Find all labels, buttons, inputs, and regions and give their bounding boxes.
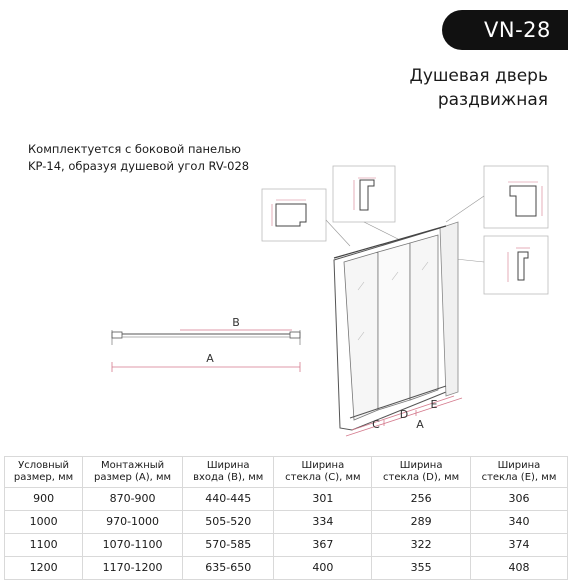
table-cell: 1170-1200	[83, 557, 183, 580]
table-header-cell: Условный размер, мм	[5, 457, 83, 488]
table-cell: 367	[274, 534, 372, 557]
table-cell: 301	[274, 488, 372, 511]
dim-b-label: B	[232, 316, 240, 329]
table-row	[5, 488, 568, 511]
table-cell: 1000	[5, 511, 83, 534]
table-cell: 322	[372, 534, 471, 557]
profile-detail-4	[484, 236, 548, 294]
dim-d-label: D	[399, 408, 409, 421]
table-row	[5, 511, 568, 534]
table-cell: 870-900	[83, 488, 183, 511]
table-cell: 289	[372, 511, 471, 534]
table-cell: 374	[470, 534, 567, 557]
front-view-door	[334, 222, 458, 430]
table-cell: 900	[5, 488, 83, 511]
product-title-line-2: раздвижная	[437, 90, 548, 110]
dim-a-front-label: A	[416, 418, 424, 431]
model-code: VN-28	[484, 18, 551, 42]
profile-detail-3	[484, 166, 548, 228]
table-cell: 505-520	[182, 511, 274, 534]
table-cell: 570-585	[182, 534, 274, 557]
table-row	[5, 534, 568, 557]
kit-note-line-1: Комплектуется с боковой панелью	[28, 142, 241, 156]
table-cell: 256	[372, 488, 471, 511]
table-cell: 440-445	[182, 488, 274, 511]
table-cell: 340	[470, 511, 567, 534]
dim-c-label: C	[372, 418, 380, 431]
top-view-plan	[112, 316, 300, 372]
dim-a-label: A	[206, 352, 214, 365]
size-spec-table	[4, 456, 568, 580]
table-cell: 306	[470, 488, 567, 511]
table-cell: 400	[274, 557, 372, 580]
table-header-row	[5, 457, 568, 488]
table-cell: 970-1000	[83, 511, 183, 534]
table-header-cell: Монтажный размер (A), мм	[83, 457, 183, 488]
profile-detail-1	[262, 189, 326, 241]
table-cell: 635-650	[182, 557, 274, 580]
product-title-line-1: Душевая дверь	[409, 66, 548, 86]
table-header-cell: Ширина входа (B), мм	[182, 457, 274, 488]
table-cell: 334	[274, 511, 372, 534]
table-header-cell: Ширина стекла (C), мм	[274, 457, 372, 488]
profile-detail-2	[333, 166, 395, 222]
dim-e-label: E	[430, 398, 438, 411]
table-cell: 1100	[5, 534, 83, 557]
table-cell: 1200	[5, 557, 83, 580]
kit-note-line-2: KP-14, образуя душевой угол RV-028	[28, 159, 250, 173]
table-cell: 408	[470, 557, 567, 580]
table-cell: 355	[372, 557, 471, 580]
table-cell: 1070-1100	[83, 534, 183, 557]
table-row	[5, 557, 568, 580]
table-header-cell: Ширина стекла (D), мм	[372, 457, 471, 488]
table-header-cell: Ширина стекла (E), мм	[470, 457, 567, 488]
